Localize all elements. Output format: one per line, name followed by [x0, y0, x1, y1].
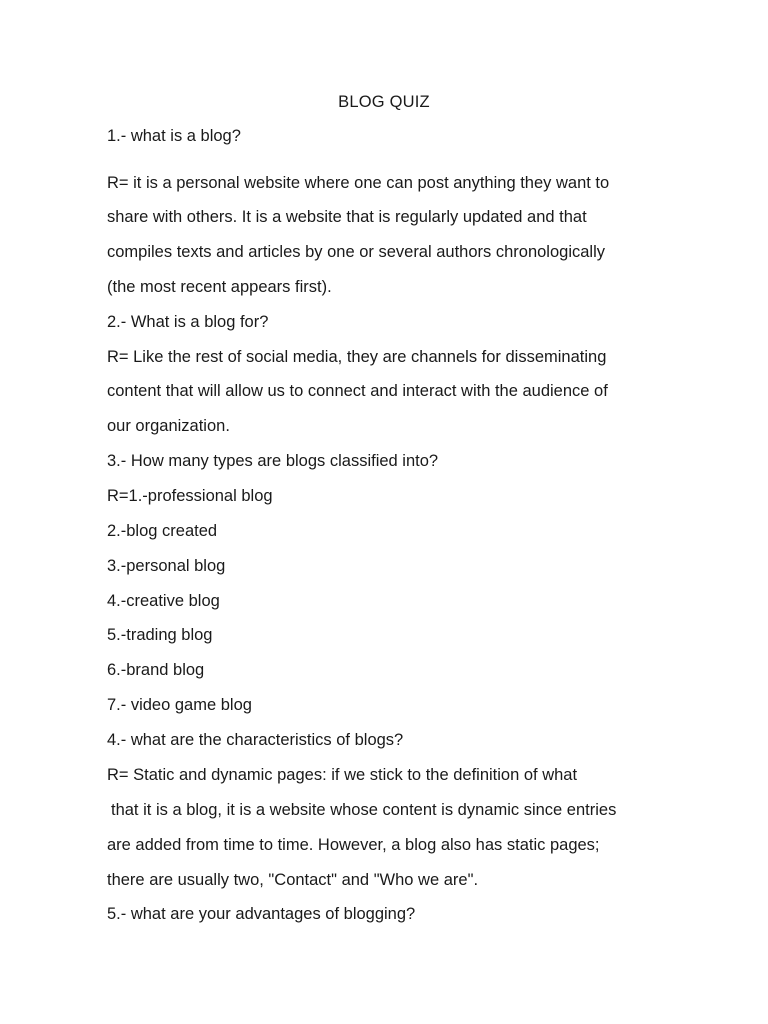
answer-1-line-3: compiles texts and articles by one or several authors chronologically: [107, 243, 605, 261]
answer-1-line-2: share with others. It is a website that is regularly updated and that: [107, 208, 587, 226]
question-2: 2.- What is a blog for?: [107, 313, 269, 331]
answer-4-line-3: are added from time to time. However, a blog also has static pages;: [107, 836, 600, 854]
answer-3-item-5: 5.-trading blog: [107, 626, 213, 644]
answer-2-line-2: content that will allow us to connect and interact with the audience of: [107, 382, 608, 400]
answer-2-line-3: our organization.: [107, 417, 230, 435]
answer-3-item-7: 7.- video game blog: [107, 696, 252, 714]
answer-4-line-1: R= Static and dynamic pages: if we stick to the definition of what: [107, 766, 578, 784]
answer-3-item-2: 2.-blog created: [107, 522, 218, 540]
question-5: 5.- what are your advantages of blogging?: [107, 905, 416, 923]
question-4: 4.- what are the characteristics of blogs?: [107, 731, 404, 749]
answer-3-item-4: 4.-creative blog: [107, 592, 220, 610]
answer-4-line-4: there are usually two, "Contact" and "Who we are".: [107, 871, 479, 889]
question-1: 1.- what is a blog?: [107, 127, 241, 145]
answer-1-line-1: R= it is a personal website where one can post anything they want to: [107, 174, 610, 192]
answer-4-line-2: that it is a blog, it is a website whose content is dynamic since entries: [111, 801, 617, 819]
answer-1-line-4: (the most recent appears first).: [107, 278, 332, 296]
answer-2-line-1: R= Like the rest of social media, they are channels for disseminating: [107, 348, 607, 366]
answer-3-item-3: 3.-personal blog: [107, 557, 226, 575]
answer-3-item-6: 6.-brand blog: [107, 661, 205, 679]
document-title: BLOG QUIZ: [338, 93, 430, 111]
answer-3-item-1: R=1.-professional blog: [107, 487, 273, 505]
question-3: 3.- How many types are blogs classified into?: [107, 452, 439, 470]
